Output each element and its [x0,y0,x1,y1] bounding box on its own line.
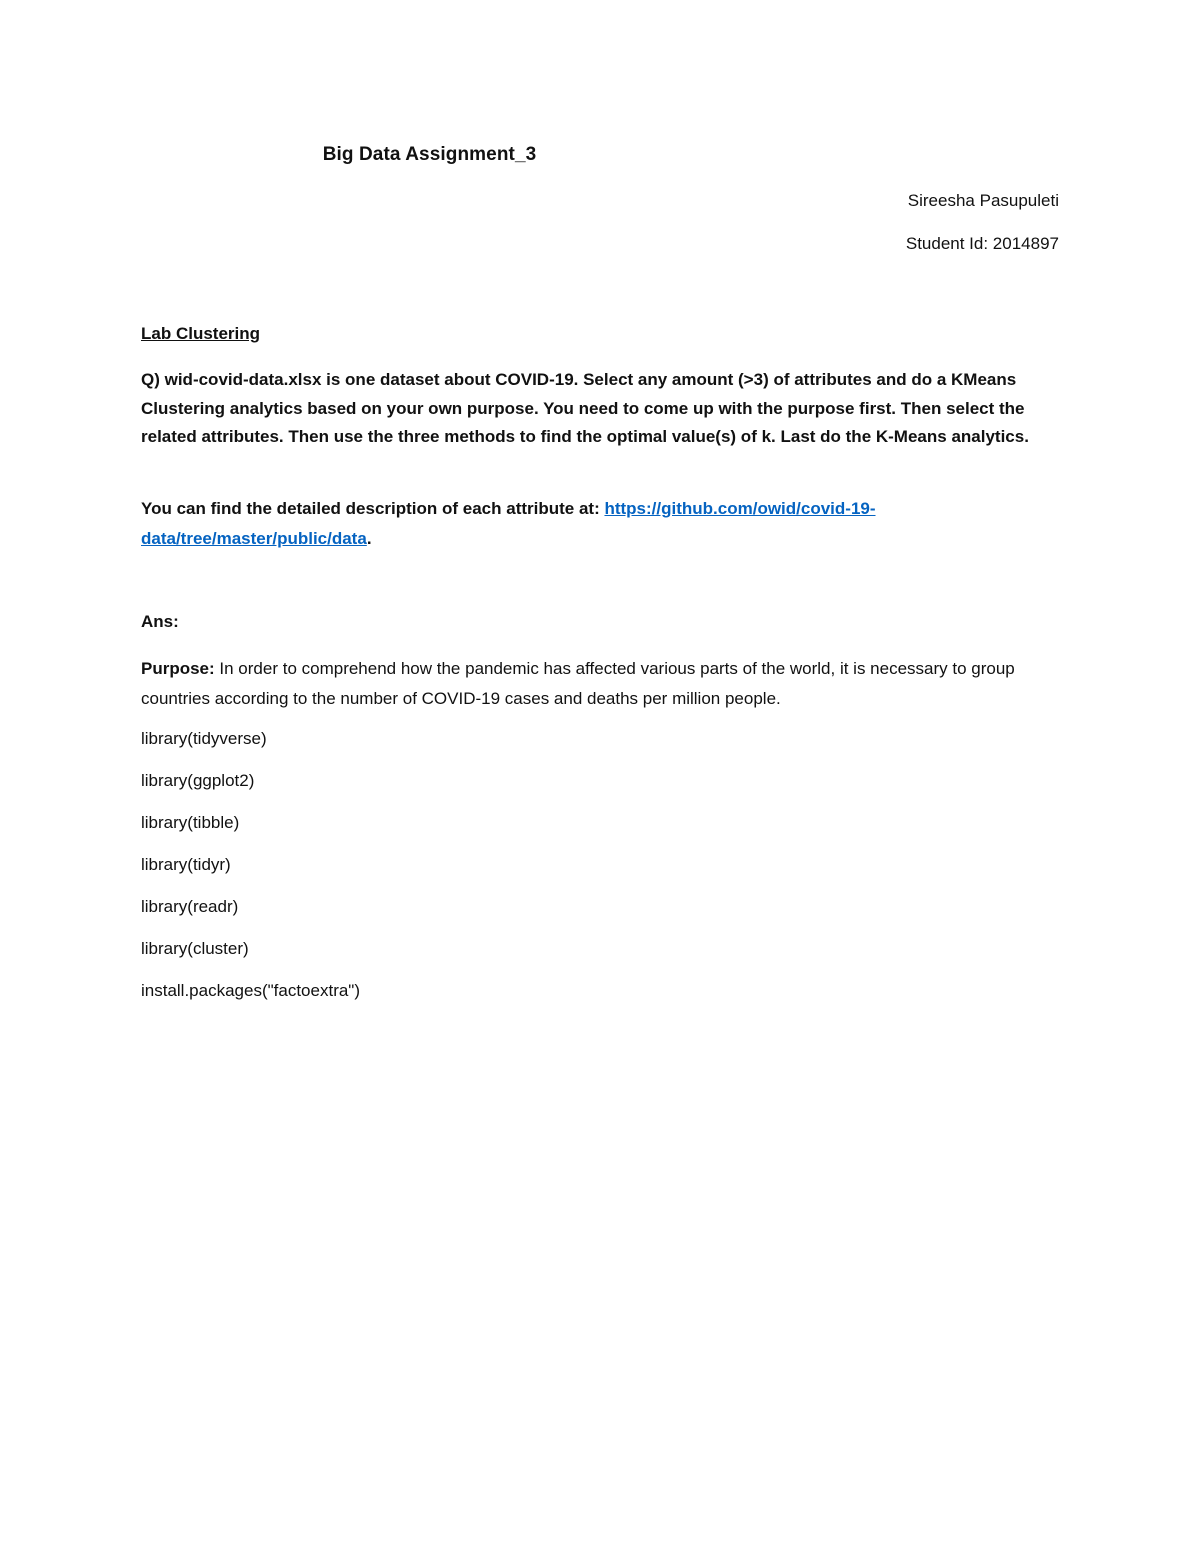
document-title: Big Data Assignment_3 [322,144,537,165]
code-line: install.packages("factoextra") [141,981,360,1000]
code-line: library(cluster) [141,939,249,958]
purpose-paragraph [141,654,1059,714]
code-line: library(readr) [141,897,239,916]
code-line: library(tidyr) [141,855,231,874]
question-paragraph: Q) wid-covid-data.xlsx is one dataset about COVID-19. Select any amount (>3) of attributes and do a KMeans Clustering analytics based on your own purpose. You need to come up with the purpose first. Then select the related attributes. Then use the three methods to find the optimal value(s) of k. Last do the K-Means analytics. [141,370,1029,446]
description-prefix: You can find the detailed description of each attribute at: [141,499,605,518]
answer-label: Ans: [141,612,179,631]
code-line: library(tidyverse) [141,729,267,748]
purpose-text: In order to comprehend how the pandemic has affected various parts of the world, it is necessary to group countries according to the number of COVID-19 cases and deaths per million people. [141,659,1015,708]
student-id: Student Id: 2014897 [905,234,1059,253]
code-line: library(tibble) [141,813,240,832]
code-line: library(ggplot2) [141,771,255,790]
description-suffix: . [366,529,372,548]
purpose-label: Purpose: [141,659,215,678]
author-name: Sireesha Pasupuleti [907,191,1059,210]
description-paragraph [141,494,1059,554]
dataset-description-link[interactable]: https://github.com/owid/covid-19-data/tree/master/public/data [141,499,876,548]
section-heading: Lab Clustering [141,324,261,343]
